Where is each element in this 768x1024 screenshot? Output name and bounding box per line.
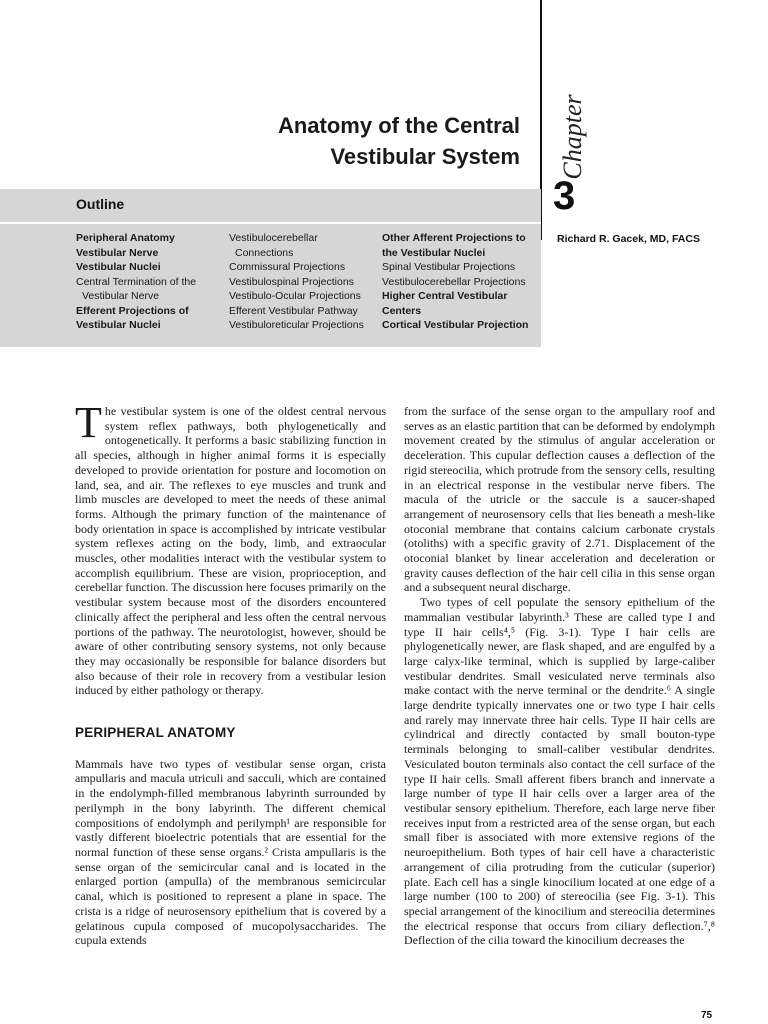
outline-item: Connections [235, 246, 294, 259]
outline-column-3 [382, 231, 528, 333]
outline-item: Vestibular Nerve [82, 290, 160, 302]
outline-item: Commissural Projections [229, 261, 346, 273]
outline-item: Vestibular Nerve [76, 246, 159, 259]
paragraph: from the surface of the sense organ to the ampullary roof and serves as an elastic partition that can be deformed by endolymph movement created by the stimulus of angular acceleration or deceleration. This cupular deflection causes a deflection of the rigid stereocilia, which protrude from the sensory cells, resulting in an electrical response in the vestibular nerve fibers. The macula of the utricle or the saccule is a saucer-shaped arrangement of neurosensory cells that lies beneath a mesh-like otoconial membrane that contains calcium carbonate crystals (otoliths) with a specific gravity of 2.71. Displacement of the otoconial blanket by linear acceleration and deceleration or gravity causes deflection of the hair cell cilia in this sense organ and a subsequent neural discharge. [404, 404, 715, 595]
intro-paragraph [75, 398, 386, 698]
intro-text: he vestibular system is one of the oldest central nervous system reflex pathways, both phylogenetically and ontogenetically. It performs a basic stabilizing function in all species, although in higher animal forms it is especially developed to provide orientation for posture and locomotion on land, sea, and air. The reflexes to eye muscles and trunk and limb muscles are developed to meet the needs of these animal forms. Although the primary function of the maintenance of body orientation in space is accomplished by intricate vestibular system reflexes acting on the body, limb, and extraocular muscles, other modalities interact with the vestibular system to accomplish equilibrium. These are vision, proprioception, and cerebellar function. The discussion here focuses primarily on the vestibular system because most of the disorders encountered clinically affect the peripheral and less often the central nervous portions of the pathway. The neurotologist, however, should be aware of other contributing sensory systems, not only because they may occasionally be responsible for balance disorders but also because of their role in recovery from a vestibular lesion induced by either pathology or therapy. [75, 404, 386, 698]
outline-item: Vestibular Nuclei [76, 319, 161, 331]
outline-item: Central Termination of the [76, 275, 197, 288]
drop-cap: T [75, 398, 102, 447]
page-number: 75 [701, 1010, 713, 1021]
outline-item: Vestibulo-Ocular Projections [229, 290, 361, 302]
chapter-title-line-1: Anatomy of the Central [277, 113, 520, 138]
chapter-title [278, 110, 520, 172]
chapter-number: 3 [553, 174, 576, 218]
outline-column-2 [229, 231, 364, 333]
paragraph: Mammals have two types of vestibular sense organ, crista ampullaris and macula utriculi and sacculi, which are contained in the endolymph-filled membranous labyrinth surrounded by perilymph in the bony labyrinth. The different chemical compositions of endolymph and perilymph¹ are responsible for vastly different bioelectric potentials that are essential for the normal function of these sense organs.² Crista ampullaris is the sense organ of the semicircular canal and is located in the enlarged portion (ampulla) of the membranous semicircular canal, which is positioned to represent a plane in space. The crista is a ridge of neurosensory epithelium that is covered by a gelatinous cupula composed of mucopolysaccharides. The cupula extends [75, 756, 386, 948]
outline-item: Other Afferent Projections to [382, 232, 526, 244]
outline-item: the Vestibular Nuclei [382, 246, 486, 259]
outline-item: Efferent Vestibular Pathway [229, 304, 358, 317]
body-column-left [75, 398, 386, 948]
author-name: Richard R. Gacek, MD, FACS [557, 233, 700, 245]
outline-item: Higher Central Vestibular [382, 290, 508, 302]
outline-divider [0, 222, 541, 224]
chapter-label [560, 92, 586, 182]
section-heading: PERIPHERAL ANATOMY [75, 725, 236, 741]
paragraph: Two types of cell populate the sensory epithelium of the mammalian vestibular labyrinth.³ These are called type I and type II hair cells⁴,⁵ (Fig. 3-1). Type I hair cells are phylogenetically newer, are flask shaped, and are engulfed by a large calyx-like terminal, which is supplied by large-caliber vestibular dendrites. Small vesiculated nerve terminals also make contact with the nerve terminal or the dendrite.⁶ A single large dendrite typically innervates one or two type I hair cells and rarely may innervate three hair cells. Type II hair cells are cylindrical and directly contacted by small bouton-type terminals belonging to small-caliber vestibular dendrites. Vesiculated bouton terminals also contact the cell surface of the type II hair cells. Small afferent fibers branch and innervate a large number of type II hair cells over a larger area of the vestibular sensory epithelium. Therefore, each large nerve fiber receives input from a restricted area of the sense organ, but each small fiber is associated with more extensive regions of the neuroepithelium. Both types of hair cell have a characteristic arrangement of cilia protruding from the cuticular (superior) plate. Each cell has a single kinocilium located at one edge of a large number (100 to 200) of stereocilia (see Fig. 3-1). This special arrangement of the kinocilium and stereocilia determines the electrical response that occurs from ciliary deflection.⁷,⁸ Deflection of the cilia toward the kinocilium decreases the [404, 595, 715, 948]
outline-item: Peripheral Anatomy [76, 232, 175, 244]
outline-item: Spinal Vestibular Projections [382, 261, 516, 273]
chapter-title-line-2: Vestibular System [330, 144, 520, 169]
outline-item: Vestibular Nuclei [76, 261, 161, 273]
outline-item: Vestibuloreticular Projections [229, 319, 364, 331]
outline-item: Vestibulocerebellar [229, 232, 318, 244]
outline-item: Efferent Projections of [76, 304, 189, 317]
body-column-right [404, 404, 715, 948]
outline-item: Vestibulospinal Projections [229, 275, 354, 288]
outline-heading: Outline [76, 196, 125, 212]
outline-item: Vestibulocerebellar Projections [382, 275, 526, 288]
outline-item: Centers [382, 304, 422, 317]
outline-column-1 [76, 231, 196, 333]
outline-item: Cortical Vestibular Projection [382, 319, 529, 331]
chapter-label-text: Chapter [558, 94, 587, 180]
